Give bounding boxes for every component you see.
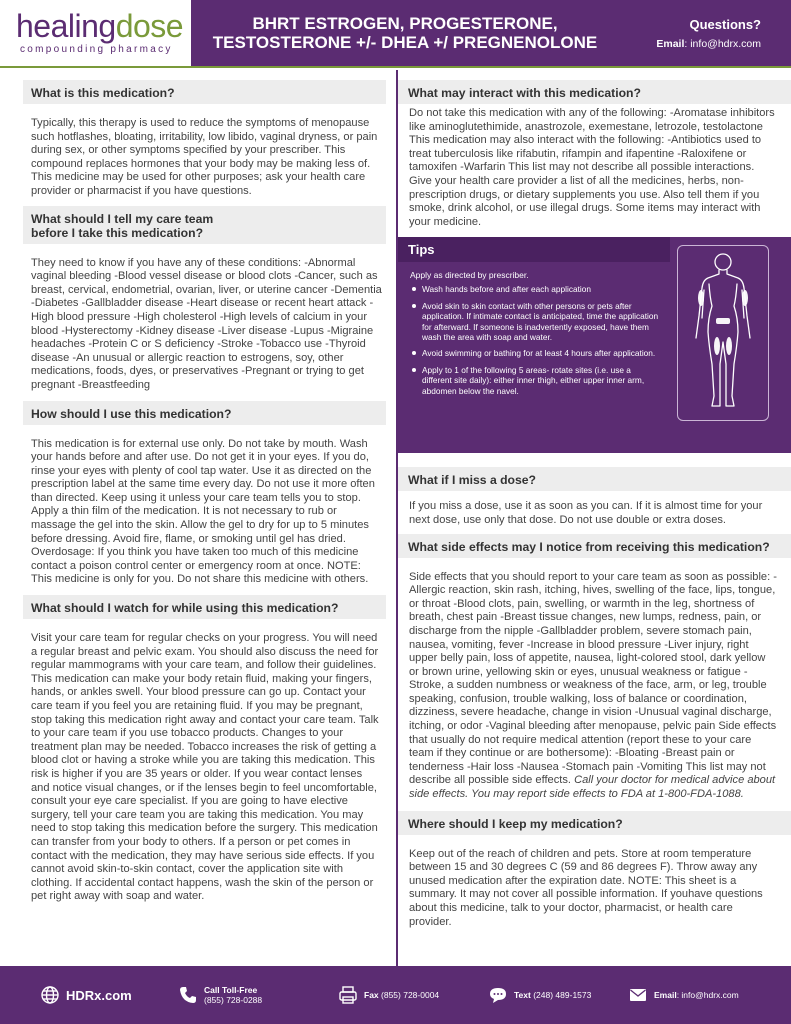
questions-contact <box>611 17 791 50</box>
tip-item: Avoid swimming or bathing for at least 4 hours after application. <box>410 348 660 358</box>
section-text-tell-care-team: They need to know if you have any of these conditions: -Abnormal vaginal bleeding -Blood vessel disease or blood clots -Cancer, such as breast, cervical, endometrial, ovarian, liver, or uterine cancer -Dementia -Diabetes -Gallbladder disease -Heart disease or recent heart attack -High blood pressure -High cholesterol -High levels of calcium in your blood -Hysterectomy -Kidney disease -Liver disease -Lupus -Migraine headaches -Protein C or S deficiency -Stroke -Tobacco use -Thyroid disease -An unusual or allergic reaction to estrogens, soy, other medications, foods, dyes, or preservatives -Pregnant or trying to get pregnant -Breastfeeding <box>31 256 382 391</box>
phone-icon <box>178 985 198 1005</box>
footer-call-label: Call Toll-Free <box>204 985 258 995</box>
title-line-2: TESTOSTERONE +/- DHEA +/ PREGNENOLONE <box>212 33 598 52</box>
tips-heading: Tips <box>398 237 670 262</box>
section-text-how-to-use: This medication is for external use only. Do not take by mouth. Wash your hands before and after use. Do not get it in your eyes. If you do, rinse your eyes with plenty of cool tap water. Use it as directed on the prescription label at the same time every day. Do not use it more often than directed. Keep using it unless your care team tells you to stop. Apply a thin film of the medication. It is not necessary to rub or massage the gel into the skin. Allow the gel to dry for up to 5 minutes before dressing. Avoid fire, flame, or smoking until gel has dried. Overdosage: If you think you have taken too much of this medicine contact a poison control center or emergency room at once. NOTE: This medicine is only for you. Do not share this medicine with others. <box>31 437 375 586</box>
logo-dose: dose <box>115 8 184 44</box>
footer-email[interactable] <box>628 985 739 1005</box>
body-diagram <box>677 245 769 421</box>
footer-email-label: Email <box>654 990 677 1000</box>
footer-email-value: : info@hdrx.com <box>676 990 739 1000</box>
footer-fax[interactable] <box>338 985 439 1005</box>
footer-fax-label: Fax <box>364 990 379 1000</box>
section-heading-interactions: What may interact with this medication? <box>398 80 791 104</box>
header-email[interactable] <box>611 38 761 50</box>
header-email-value: : info@hdrx.com <box>684 37 761 50</box>
heading-line-1: What should I tell my care team <box>31 211 214 226</box>
footer-website[interactable] <box>40 985 132 1005</box>
questions-label: Questions? <box>689 16 761 32</box>
tip-item: Wash hands before and after each application <box>410 284 660 294</box>
logo <box>0 0 191 66</box>
tip-item: Avoid skin to skin contact with other persons or pets after application. If intimate contact is anticipated, time the application for afterward. If someone is inadvertently exposed, have them wash the area with soap and water. <box>410 301 660 343</box>
section-text-what-is: Typically, this therapy is used to reduce the symptoms of menopause such hotflashes, bloating, irritability, low libido, vaginal dryness, or pain during sex, or other symptoms specified by your prescriber. This compound replaces hormones that your body may be making less of. This medicine may be used for other purposes; ask your health care provider or pharmacist if you have questions. <box>31 117 378 197</box>
header <box>0 0 791 66</box>
section-heading-how-to-use: How should I use this medication? <box>23 401 386 425</box>
section-heading-what-is: What is this medication? <box>23 80 386 104</box>
footer-website-text: HDRx.com <box>66 987 132 1003</box>
body-silhouette-icon <box>678 246 768 420</box>
tips-list <box>398 284 660 396</box>
footer-text[interactable] <box>488 985 591 1005</box>
footer-text-value: (248) 489-1573 <box>530 990 592 1000</box>
right-column <box>398 70 791 966</box>
section-text-missed-dose: If you miss a dose, use it as soon as you can. If it is almost time for your next dose, use only that dose. Do not use double or extra doses. <box>409 500 763 526</box>
envelope-icon <box>628 985 648 1005</box>
logo-healing: healing <box>16 8 116 44</box>
tips-box <box>398 237 791 453</box>
section-text-watch-for: Visit your care team for regular checks on your progress. You will need a regular breast and pelvic exam. You should also discuss the need for regular mammograms with your care team, and follow their guidelines. This medication can make your body retain fluid, making your fingers, hands, or ankles swell. Your blood pressure can go up. Contact your care team if you feel you are retaining fluid. If you may be pregnant, stop taking this medication right away and contact your care team. Talk to your care team if you use tobacco products. Changes to your treatment plan may be needed. Tobacco increases the risk of getting a blood clot or having a stroke while you are taking this medication. This risk is higher if you are 35 years or older. If you wear contact lenses and notice visual changes, or if the lenses begin to feel uncomfortable, consult your eye care specialist. If you are going to have elective surgery, tell your care team you are taking this medication. You may need to stop taking this medication before the surgery. This medication can transfer from your body to others. If a person or pet comes in contact with the medication, they may have serious side effects. If you cannot avoid skin-to-skin contact, cover the application site with clothing. If accidental contact happens, wash the skin of the person or pet right away with soap and water. <box>31 632 379 903</box>
section-heading-side-effects: What side effects may I notice from receiving this medication? <box>398 534 791 558</box>
document-title <box>191 14 611 52</box>
section-heading-missed-dose: What if I miss a dose? <box>398 467 791 491</box>
side-effects-note: Call your doctor for medical advice about side effects. You may report side effects to FDA at 1-800-FDA-1088. <box>409 774 776 801</box>
left-column <box>0 70 396 966</box>
tips-intro: Apply as directed by prescriber. <box>410 270 529 281</box>
heading-line-2: before I take this medication? <box>31 225 204 240</box>
header-divider <box>0 66 791 68</box>
chat-bubble-icon <box>488 985 508 1005</box>
side-effects-text: Side effects that you should report to your care team as soon as possible: -Allergic reaction, skin rash, itching, hives, swelling of the face, lips, tongue, or throat -Blood clots, pain, swelling, or warmth in the leg, shortness of breath, chest pain -Breast tissue changes, new lumps, redness, pain, or discharge from the nipple -Gallbladder problem, severe stomach pain, nausea, vomiting, fever -Increase in blood pressure -Liver injury, right upper belly pain, loss of appetite, nausea, light-colored stool, dark yellow or brown urine, yellowing skin or eyes, unusual weakness or fatigue -Stroke, a sudden numbness or weakness of the face, arm, or leg, trouble speaking, confusion, trouble walking, loss of balance or coordination, dizziness, severe headache, change in vision -Unusual vaginal discharge, itching, or odor -Vaginal bleeding after menopause, pelvic pain Side effects that usually do not require medical attention (report these to your care team if they continue or are bothersome): -Bloating -Breast pain or tenderness -Hair loss -Nausea -Stomach pain -Vomiting This list may not describe all possible side effects. <box>409 570 777 787</box>
section-text-side-effects <box>398 571 791 802</box>
footer <box>0 966 791 1024</box>
section-heading-watch-for: What should I watch for while using this medication? <box>23 595 386 619</box>
title-banner <box>191 0 791 66</box>
logo-subtitle: compounding pharmacy <box>20 44 173 55</box>
globe-icon <box>40 985 60 1005</box>
section-heading-storage: Where should I keep my medication? <box>398 811 791 835</box>
title-line-1: BHRT ESTROGEN, PROGESTERONE, <box>252 14 558 33</box>
logo-wordmark <box>16 10 191 42</box>
footer-phone[interactable] <box>178 985 262 1005</box>
section-text-interactions: Do not take this medication with any of the following: -Aromatase inhibitors like aminoglutethimide, anastrozole, exemestane, letrozole, testolactone This medication may also interact with the following: -Antibiotics used to treat tuberculosis like rifabutin, rifampin and ifapentine -Raloxifene or tamoxifen -Warfarin This list may not describe all possible interactions. Give your health care provider a list of all the medicines, herbs, non-prescription drugs, or dietary supplements you use. Also tell them if you smoke, drink alcohol, or use illegal drugs. Some items may interact with your medicine. <box>409 107 775 228</box>
footer-text-label: Text <box>514 990 531 1000</box>
section-heading-tell-care-team <box>23 206 386 244</box>
header-email-label: Email <box>656 37 685 50</box>
footer-fax-value: (855) 728-0004 <box>378 990 440 1000</box>
fax-icon <box>338 985 358 1005</box>
section-text-storage: Keep out of the reach of children and pets. Store at room temperature between 15 and 30 degrees C (59 and 86 degrees F). Throw away any unused medication after the expiration date. NOTE: This sheet is a summary. It may not cover all possible information. If youhave questions about this medicine, talk to your doctor, pharmacist, or health care provider. <box>409 847 763 928</box>
tip-item: Apply to 1 of the following 5 areas- rotate sites (i.e. use a different site daily): either inner thigh, either upper inner arm, abdomen below the navel. <box>410 365 660 396</box>
footer-call-value: (855) 728-0288 <box>204 995 263 1005</box>
